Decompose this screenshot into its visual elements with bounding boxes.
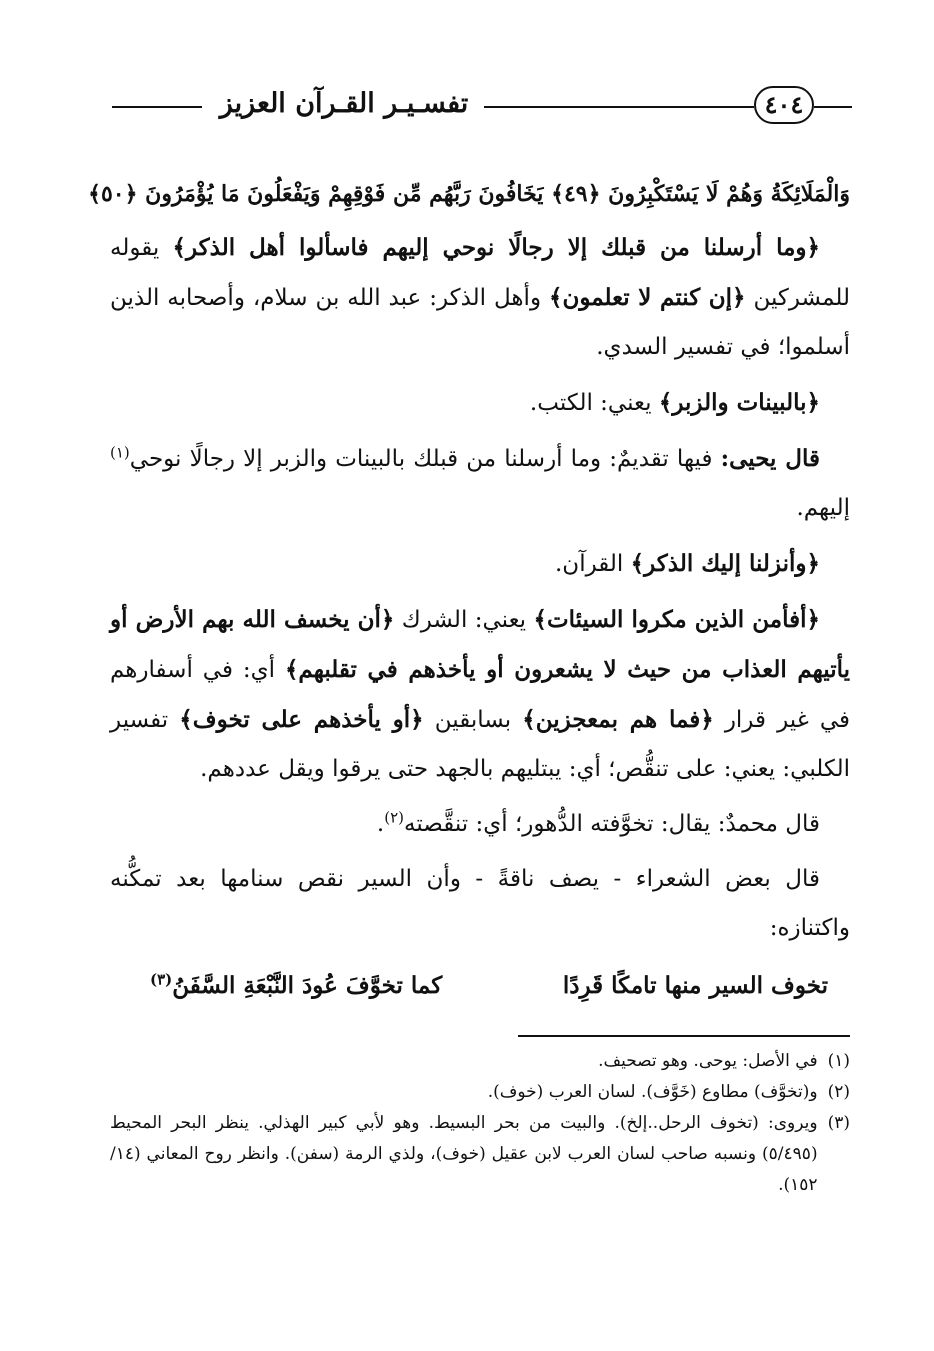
- footnote-text: ويروى: (تخوف الرحل..إلخ). والبيت من بحر البسيط. وهو لأبي كبير الهذلي. ينظر البحر المحيط (٥/٤٩٥) ونسبه صاحب لسان العرب لابن عقيل (خوف)، ولذي الرمة (سفن). وانظر روح المعاني (١٤/ ١٥٢).: [110, 1113, 818, 1195]
- quran-quote: ﴿أو يأخذهم على تخوف﴾: [179, 706, 424, 733]
- footnote-number: (١): [827, 1051, 850, 1071]
- commentary-text: أي: في أسفارهم في غير قرار: [110, 657, 850, 733]
- quran-quote: ﴿فما هم بمعجزين﴾: [522, 706, 714, 733]
- quran-quote: ﴿بالبينات والزبر﴾: [658, 389, 820, 416]
- header-rule-right: [814, 106, 852, 108]
- verse-hemistich-first: تخوف السير منها تامكًا قَرِدًا: [562, 972, 828, 999]
- paragraph-7: قال بعض الشعراء - يصف ناقةً - وأن السير نقص سنامها بعد تمكُّنه واكتنازه:: [110, 866, 850, 941]
- verse-hemistich-second-wrap: [150, 961, 442, 1010]
- footnote-ref-3[interactable]: (٣): [150, 970, 173, 989]
- commentary-text: القرآن.: [555, 551, 631, 577]
- header-rule-middle: [484, 106, 754, 108]
- paragraph-3: [110, 434, 850, 533]
- header-rule-left: [112, 106, 202, 108]
- footnote-text: في الأصل: يوحى. وهو تصحيف.: [598, 1051, 818, 1071]
- paragraph-1: [110, 223, 850, 372]
- quran-quote: ﴿إن كنتم لا تعلمون﴾: [548, 284, 746, 311]
- commentary-text: قال محمدٌ: يقال: تخوَّفته الدُّهور؛ أي: تنقَّصته: [404, 811, 820, 837]
- running-header: [112, 82, 852, 132]
- paragraph-2: [110, 378, 850, 428]
- quran-quote: ﴿أن يخسف الله بهم الأرض أو يأتيهم العذاب من حيث لا يشعرون أو يأخذهم في تقلبهم﴾: [110, 606, 851, 683]
- commentary-text: بسابقين: [423, 707, 523, 733]
- commentary-text: وأهل الذكر: عبد الله بن سلام، وأصحابه الذين أسلموا؛ في تفسير السدي.: [110, 285, 850, 360]
- commentary-text: يعني: الشرك: [394, 607, 534, 633]
- verse-hemistich-second: كما تخوَّفَ عُودَ النَّبْعَةِ السَّفَنُ: [172, 972, 443, 999]
- commentary-text: .: [376, 811, 385, 837]
- speaker-label: قال يحيى:: [720, 445, 820, 472]
- footnote-ref-2[interactable]: (٢): [384, 808, 404, 827]
- footnote-separator: [518, 1035, 850, 1037]
- commentary-text: إليهم.: [796, 495, 850, 521]
- paragraph-6: [110, 800, 850, 849]
- footnote-item: [110, 1108, 850, 1201]
- poetry-verse: [110, 961, 850, 1010]
- footnote-item: [110, 1046, 850, 1077]
- quran-verse-line: وَالْمَلَائِكَةُ وَهُمْ لَا يَسْتَكْبِرُونَ ﴿٤٩﴾ يَخَافُونَ رَبَّهُم مِّن فَوْقِهِمْ وَيَفْعَلُونَ مَا يُؤْمَرُونَ ﴿٥٠﴾: [88, 181, 850, 207]
- quran-quote: ﴿وأنزلنا إليك الذكر﴾: [630, 550, 820, 577]
- paragraph-5: [110, 595, 850, 794]
- main-text: [88, 165, 851, 1010]
- footnote-number: (٢): [827, 1082, 850, 1102]
- quran-quote: ﴿وما أرسلنا من قبلك إلا رجالًا نوحي إليهم فاسألوا أهل الذكر﴾: [172, 234, 820, 261]
- quran-quote: ﴿أفأمن الذين مكروا السيئات﴾: [533, 606, 820, 633]
- commentary-text: فيها تقديمٌ: وما أرسلنا من قبلك بالبينات والزبر إلا رجالًا نوحي: [129, 446, 721, 472]
- footnote-item: [110, 1077, 850, 1108]
- footnote-text: و(تخوَّف) مطاوع (خَوَّف). لسان العرب (خوف).: [487, 1082, 818, 1102]
- commentary-text: يقوله للمشركين: [110, 235, 850, 311]
- running-title: تفسـيـر القـرآن العزيز: [219, 88, 469, 119]
- commentary-text: تفسير الكلبي: يعني: على تنقُّص؛ أي: يبتليهم بالجهد حتى يرقوا ويقل عددهم.: [110, 707, 850, 782]
- footnote-ref-1[interactable]: (١): [110, 443, 130, 462]
- commentary-text: يعني: الكتب.: [529, 390, 659, 416]
- paragraph-4: [110, 539, 850, 589]
- footnotes: [110, 1046, 850, 1201]
- footnote-number: (٣): [827, 1113, 850, 1133]
- page-number: ٤٠٤: [754, 86, 814, 124]
